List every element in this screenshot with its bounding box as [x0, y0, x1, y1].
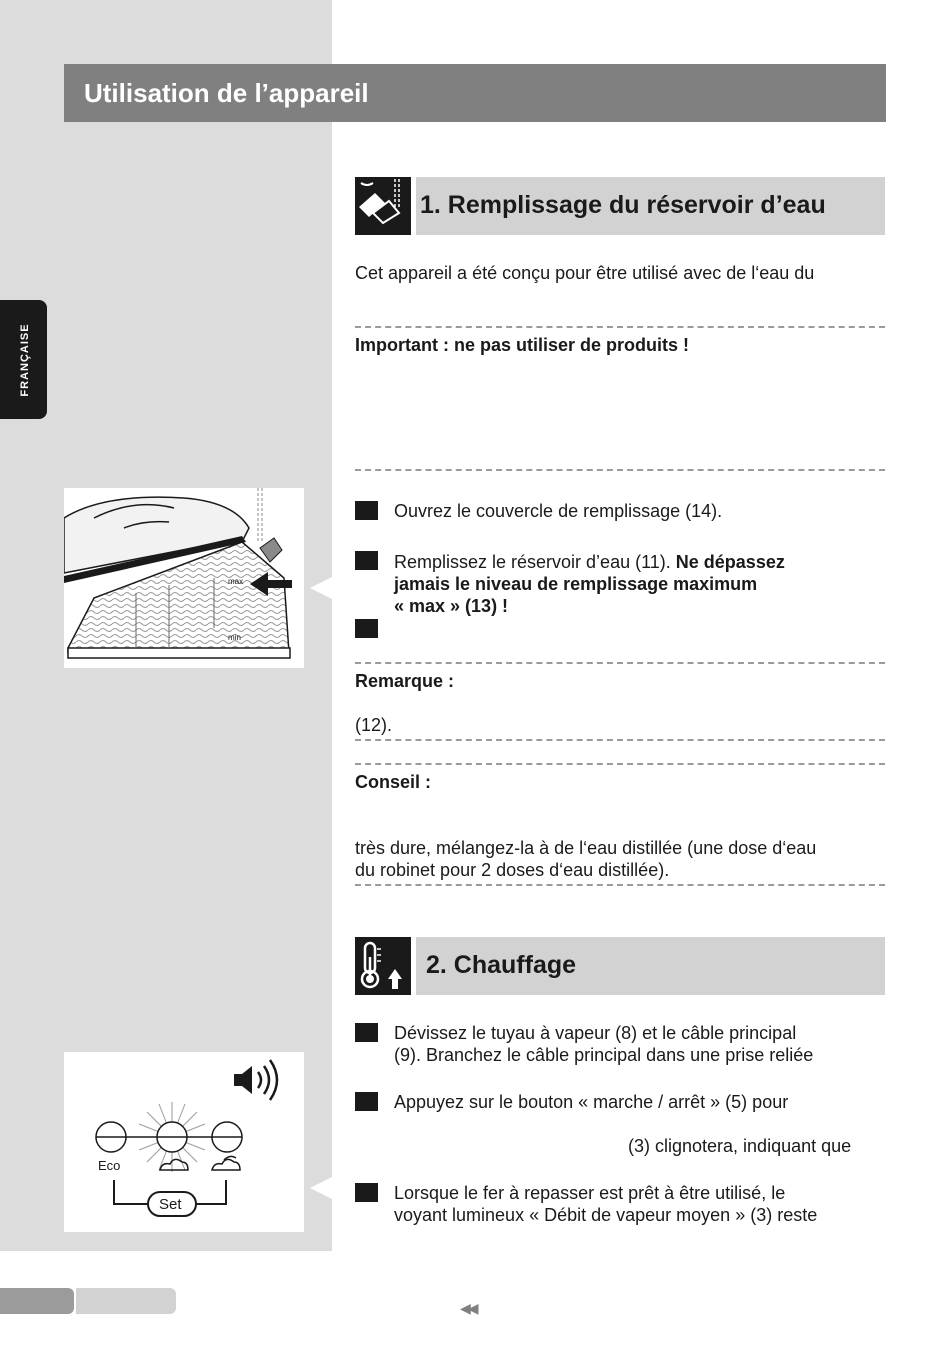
set-label: Set	[159, 1196, 182, 1213]
max-label: max	[228, 577, 244, 586]
conseil-text: du robinet pour 2 doses d‘eau distillée).	[355, 860, 670, 880]
section1-intro: Cet appareil a été conçu pour être utilisé avec de l‘eau du	[355, 263, 815, 283]
section2-title: 2. Chauffage	[426, 951, 577, 979]
step-bullet	[355, 619, 378, 638]
divider	[355, 469, 885, 471]
tank-illustration	[64, 488, 304, 668]
step-text: Appuyez sur le bouton « marche / arrêt » (5) pour	[394, 1092, 789, 1112]
page-title: Utilisation de l’appareil	[84, 78, 369, 108]
step-text-bold-line: jamais le niveau de remplissage maximum	[394, 574, 758, 594]
conseil-label: Conseil :	[355, 772, 432, 792]
divider	[355, 739, 885, 741]
step-bullet	[355, 1183, 378, 1202]
speaker-icon	[234, 1066, 252, 1094]
step-text-bold-line: « max » (13) !	[394, 596, 509, 616]
language-tab-label: FRANÇAISE	[19, 323, 31, 397]
divider	[355, 763, 885, 765]
divider	[355, 326, 885, 328]
step-text	[394, 551, 785, 573]
water-fill-icon	[355, 177, 411, 235]
step-text: (3) clignotera, indiquant que	[628, 1136, 852, 1156]
step-bullet	[355, 551, 378, 570]
thermometer-up-icon	[355, 937, 411, 995]
remarque-label: Remarque :	[355, 671, 455, 691]
section1-title: 1. Remplissage du réservoir d’eau	[420, 191, 826, 219]
step-text: Dévissez le tuyau à vapeur (8) et le câble principal	[394, 1023, 797, 1043]
step-text: Lorsque le fer à repasser est prêt à être utilisé, le	[394, 1183, 786, 1203]
prev-page-icon[interactable]: ◀◀	[460, 1300, 476, 1316]
remarque-text: (12).	[355, 715, 393, 735]
step-bullet	[355, 1092, 378, 1111]
control-panel-illustration	[64, 1052, 304, 1232]
step-text-normal: Remplissez le réservoir d’eau (11).	[394, 552, 676, 572]
callout-pointer	[310, 577, 332, 599]
page-indicator-bar	[0, 1288, 74, 1314]
step-text-bold: Ne dépassez	[675, 552, 785, 572]
important-label: Important : ne pas utiliser de produits !	[355, 335, 690, 355]
divider	[355, 662, 885, 664]
callout-pointer	[310, 1177, 332, 1199]
step-bullet	[355, 501, 378, 520]
conseil-text: très dure, mélangez-la à de l‘eau distillée (une dose d‘eau	[355, 838, 817, 858]
step-text: Ouvrez le couvercle de remplissage (14).	[394, 501, 723, 521]
step-bullet	[355, 1023, 378, 1042]
step-text: voyant lumineux « Débit de vapeur moyen » (3) reste	[394, 1205, 818, 1225]
page-indicator-bar	[76, 1288, 176, 1314]
step-text: (9). Branchez le câble principal dans une prise reliée	[394, 1045, 814, 1065]
divider	[355, 884, 885, 886]
min-label: min	[228, 633, 241, 642]
eco-label: Eco	[98, 1158, 121, 1173]
